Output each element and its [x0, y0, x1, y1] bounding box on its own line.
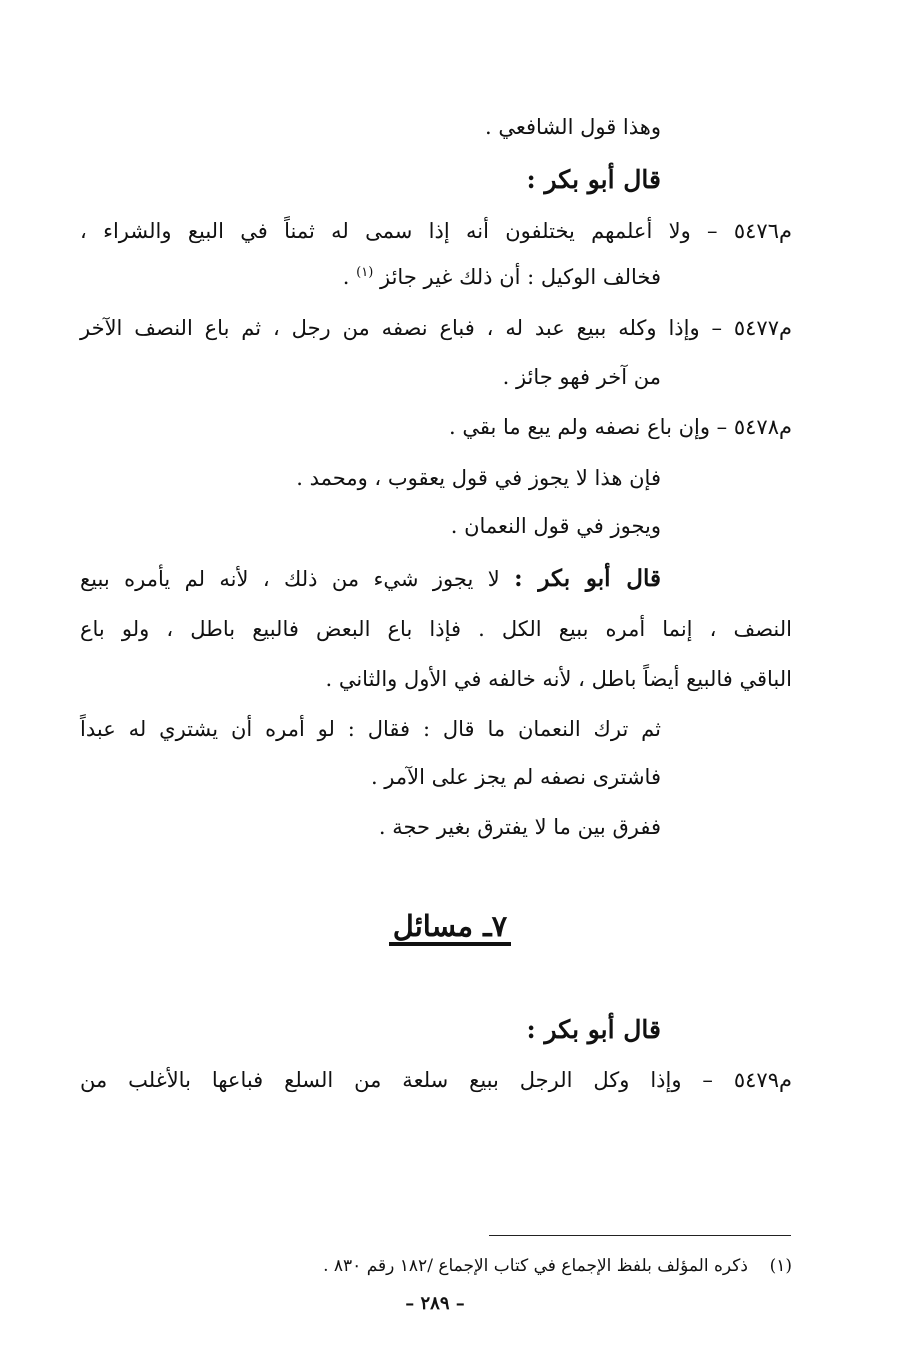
- text-line: ويجوز في قول النعمان .: [450, 514, 661, 538]
- text-line: [80, 564, 661, 594]
- section-title: [300, 906, 600, 946]
- inline-heading: قال أبو بكر :: [514, 565, 661, 592]
- text-span: فخالف الوكيل : أن ذلك غير جائز: [380, 265, 661, 289]
- footnote-separator: [489, 1235, 791, 1236]
- section-title-text: ٧ـ مسائل: [389, 910, 511, 946]
- footnote-text: ذكره المؤلف بلفظ الإجماع في كتاب الإجماع /١٨٢ رقم ٨٣٠ .: [323, 1256, 748, 1276]
- text-line: فاشترى نصفه لم يجز على الآمر .: [370, 765, 661, 789]
- text-line: م٥٤٧٨ – وإن باع نصفه ولم يبع ما بقي .: [449, 415, 792, 439]
- text-line: الباقي فالبيع أيضاً باطل ، لأنه خالفه في الأول والثاني .: [325, 667, 792, 691]
- text-line: وهذا قول الشافعي .: [485, 115, 661, 139]
- text-line: من آخر فهو جائز .: [502, 365, 661, 389]
- text-line: م٥٤٧٧ – وإذا وكله ببيع عبد له ، فباع نصفه من رجل ، ثم باع النصف الآخر: [80, 316, 792, 340]
- text-line: ففرق بين ما لا يفترق بغير حجة .: [378, 815, 661, 839]
- text-line: م٥٤٧٩ – وإذا وكل الرجل ببيع سلعة من السلع فباعها بالأغلب من: [80, 1068, 792, 1092]
- footnote: [323, 1254, 792, 1278]
- text-line: فإن هذا لا يجوز في قول يعقوب ، ومحمد .: [296, 466, 661, 490]
- section-heading: قال أبو بكر :: [526, 1015, 661, 1044]
- text-line: النصف ، إنما أمره ببيع الكل . فإذا باع البعض فالبيع باطل ، ولو باع: [80, 617, 792, 641]
- footnote-marker: (١): [356, 265, 374, 280]
- section-heading: قال أبو بكر :: [526, 165, 661, 194]
- text-span: .: [342, 265, 350, 289]
- text-span: لا يجوز شيء من ذلك ، لأنه لم يأمره ببيع: [80, 567, 515, 591]
- text-line: [343, 262, 661, 292]
- footnote-number: (١): [769, 1256, 792, 1276]
- text-line: م٥٤٧٦ – ولا أعلمهم يختلفون أنه إذا سمى له ثمناً في البيع والشراء ،: [80, 219, 792, 243]
- text-line: ثم ترك النعمان ما قال : فقال : لو أمره أن يشتري له عبداً: [80, 717, 661, 741]
- page-number: – ٢٨٩ –: [405, 1293, 465, 1314]
